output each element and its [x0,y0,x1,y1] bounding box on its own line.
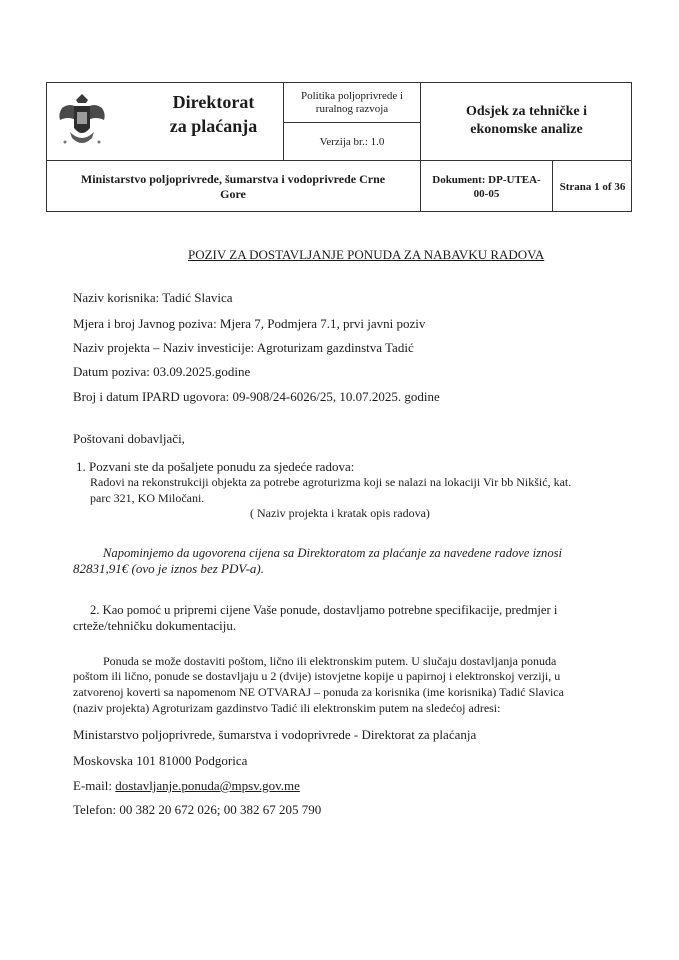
field-beneficiary: Naziv korisnika: Tadić Slavica [73,290,233,305]
document-header-table [46,82,632,212]
delivery-line2: poštom ili lično, ponude se dostavljaju u 2 (dvije) istovjetne kopije u papirnoj i elektronskoj verziji, u [73,669,561,683]
page-number-cell: Strana 1 of 36 [559,180,626,193]
address-street: Moskovska 101 81000 Podgorica [73,753,248,768]
item1-note: ( Naziv projekta i kratak opis radova) [250,506,430,520]
field-project: Naziv projekta – Naziv investicije: Agroturizam gazdinstva Tadić [73,340,414,355]
phone-line: Telefon: 00 382 20 672 026; 00 382 67 205 790 [73,802,322,817]
item1-line2: Radovi na rekonstrukciji objekta za potrebe agroturizma koji se nalazi na lokaciji Vir bb Nikšić, kat. [90,475,572,489]
department-cell: Odsjek za tehničke i ekonomske analize [466,104,587,137]
address-organization: Ministarstvo poljoprivrede, šumarstva i vodoprivrede - Direktorat za plaćanja [73,727,477,742]
delivery-line4: (naziv projekta) Agroturizam gazdinstvo Tadić ili elektronskim putem na sledećoj adresi: [73,701,501,715]
contract-price-amount: 82831,91€ (ovo je iznos bez PDV-a). [73,561,265,576]
email-link[interactable]: dostavljanje.ponuda@mpsv.gov.me [115,778,300,793]
delivery-line3: zatvorenoj koverti sa napomenom NE OTVARAJ – ponuda za korisnika (ime korisnika) Tadić Slavica [73,685,564,699]
email-label: E-mail: [73,778,116,793]
contract-price-note: Napominjemo da ugovorena cijena sa Direktoratom za plaćanje za navedene radove iznosi [103,546,563,560]
org-name: Direktorat za plaćanja [169,92,258,136]
item2-line1: 2. Kao pomoć u pripremi cijene Vaše ponude, dostavljamo potrebne specifikacije, predmjer i [90,603,558,617]
email-line [73,778,300,794]
item2-line2: crteže/tehničku dokumentaciju. [73,618,237,633]
field-contract: Broj i datum IPARD ugovora: 09-908/24-6026/25, 10.07.2025. godine [73,389,440,404]
delivery-line1: Ponuda se može dostaviti poštom, lično ili elektronskim putem. U slučaju dostavljanja ponuda [103,654,557,668]
document-id-cell: Dokument: DP-UTEA- 00-05 [432,173,541,200]
ministry-cell: Ministarstvo poljoprivrede, šumarstva i vodoprivrede Crne Gore [80,171,386,201]
item1-line1: 1. Pozvani ste da pošaljete ponudu za sjedeće radova: [76,459,355,474]
coat-of-arms-icon [56,92,108,150]
document-title: POZIV ZA DOSTAVLJANJE PONUDA ZA NABAVKU RADOVA [188,247,545,262]
policy-cell: Politika poljoprivrede i ruralnog razvoja [300,89,404,115]
version-cell: Verzija br.: 1.0 [319,135,385,148]
field-date: Datum poziva: 03.09.2025.godine [73,364,251,379]
field-measure: Mjera i broj Javnog poziva: Mjera 7, Podmjera 7.1, prvi javni poziv [73,316,426,331]
greeting: Poštovani dobavljači, [73,431,185,446]
item1-line3: parc 321, KO Miločani. [90,491,205,505]
